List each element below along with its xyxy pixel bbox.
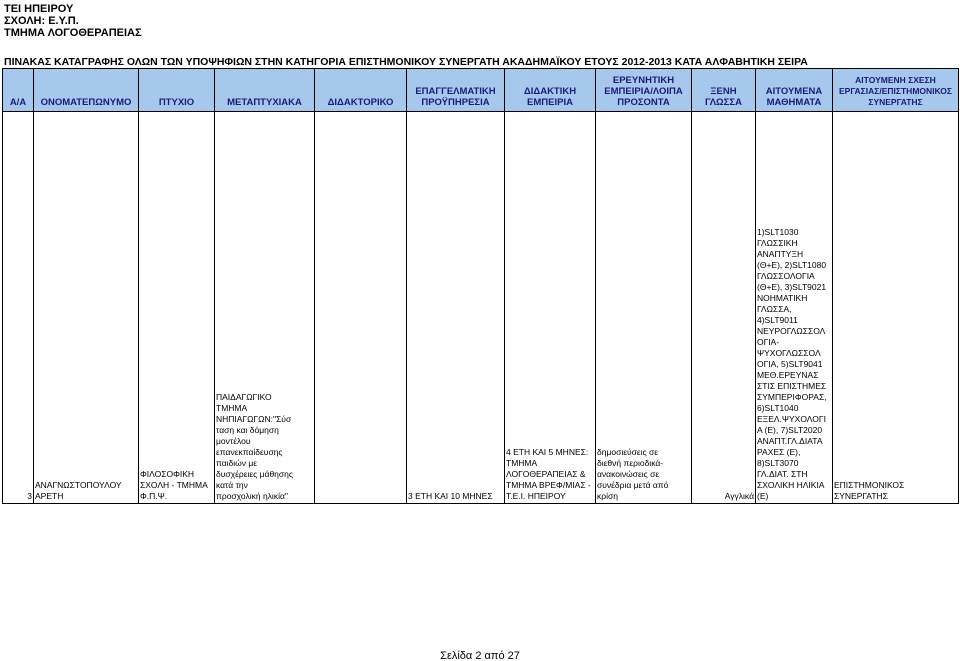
candidates-table bbox=[2, 68, 959, 504]
col-header-research-exp: ΕΡΕΥΝΗΤΙΚΗ ΕΜΠΕΙΡΙΑ/ΛΟΙΠΑ ΠΡΟΣΟΝΤΑ bbox=[596, 69, 692, 112]
table-title: ΠΙΝΑΚΑΣ ΚΑΤΑΓΡΑΦΗΣ ΟΛΩΝ ΤΩΝ ΥΠΟΨΗΦΙΩΝ ΣΤΗΝ ΚΑΤΗΓΟΡΙΑ ΕΠΙΣΤΗΜΟΝΙΚΟΥ ΣΥΝΕΡΓΑΤΗ ΑΚΑΔΗΜΑΪΚΟΥ ΕΤΟΥΣ 2012-2013 ΚΑΤΑ ΑΛΦΑΒΗΤΙΚΗ ΣΕΙΡΑ bbox=[4, 56, 808, 68]
col-header-aa: Α/Α bbox=[3, 69, 34, 112]
school-name: ΣΧΟΛΗ: Ε.Υ.Π. bbox=[4, 15, 79, 27]
cell-phd bbox=[315, 112, 407, 504]
cell-courses: 1)SLT1030 ΓΛΩΣΣΙΚΗ ΑΝΑΠΤΥΞΗ (Θ+Ε), 2)SLT1080 ΓΛΩΣΣΟΛΟΓΙΑ (Θ+Ε), 3)SLT9021 ΝΟΗΜΑΤΙΚΗ ΓΛΩΣΣΑ, 4)SLT9011 ΝΕΥΡΟΓΛΩΣΣΟΛ ΟΓΙΑ- ΨΥΧΟΓΛΩΣΣΟΛ ΟΓΙΑ, 5)SLT9041 ΜΕΘ.ΕΡΕΥΝΑΣ ΣΤΙΣ ΕΠΙΣΤΗΜΕΣ ΣΥΜΠΕΡΙΦΟΡΑΣ, 6)SLT1040 ΕΞΕΛ.ΨΥΧΟΛΟΓΙ Α (Ε), 7)SLT2020 ΑΝΑΠΤ.ΓΛ.ΔΙΑΤΑ ΡΑΧΕΣ (Ε), 8)SLT3070 ΓΛ.ΔΙΑΤ. ΣΤΗ ΣΧΟΛΙΚΗ ΗΛΙΚΙΑ (Ε) bbox=[756, 112, 833, 504]
col-header-foreign-lang: ΞΕΝΗ ΓΛΩΣΣΑ bbox=[692, 69, 756, 112]
col-header-degree: ΠΤΥΧΙΟ bbox=[139, 69, 215, 112]
col-header-name: ΟΝΟΜΑΤΕΠΩΝΥΜΟ bbox=[34, 69, 139, 112]
cell-masters: ΠΑΙΔΑΓΩΓΙΚΟ ΤΜΗΜΑ ΝΗΠΙΑΓΩΓΩΝ:"Σύσ ταση και δόμηση μοντέλου επανεκπαίδευσης παιδιών με δυσχέρειες μάθησης κατά την προσχολική ηλικία" bbox=[215, 112, 315, 504]
col-header-relation: ΑΙΤΟΥΜΕΝΗ ΣΧΕΣΗ ΕΡΓΑΣΙΑΣ/ΕΠΙΣΤΗΜΟΝΙΚΟΣ ΣΥΝΕΡΓΑΤΗΣ bbox=[833, 69, 959, 112]
col-header-prof-exp: ΕΠΑΓΓΕΛΜΑΤΙΚΗ ΠΡΟΫΠΗΡΕΣΙΑ bbox=[407, 69, 505, 112]
page-number: Σελίδα 2 από 27 bbox=[440, 650, 520, 661]
institution-name: ΤΕΙ ΗΠΕΙΡΟΥ bbox=[4, 3, 74, 15]
col-header-teach-exp: ΔΙΔΑΚΤΙΚΗ ΕΜΠΕΙΡΙΑ bbox=[505, 69, 596, 112]
cell-prof-exp: 3 ΕΤΗ ΚΑΙ 10 ΜΗΝΕΣ bbox=[407, 112, 505, 504]
cell-teach-exp: 4 ΕΤΗ ΚΑΙ 5 ΜΗΝΕΣ: ΤΜΗΜΑ ΛΟΓΟΘΕΡΑΠΕΙΑΣ & ΤΜΗΜΑ ΒΡΕΦ/ΜΙΑΣ - Τ.Ε.Ι. ΗΠΕΙΡΟΥ bbox=[505, 112, 596, 504]
table-header-row bbox=[3, 69, 959, 112]
department-name: ΤΜΗΜΑ ΛΟΓΟΘΕΡΑΠΕΙΑΣ bbox=[4, 27, 142, 39]
cell-relation: ΕΠΙΣΤΗΜΟΝΙΚΟΣ ΣΥΝΕΡΓΑΤΗΣ bbox=[833, 112, 959, 504]
cell-research-exp: δημοσιεύσεις σε διεθνή περιοδικά- ανακοινώσεις σε συνέδρια μετά από κρίση bbox=[596, 112, 692, 504]
cell-aa: 3 bbox=[3, 112, 34, 504]
cell-degree: ΦΙΛΟΣΟΦΙΚΗ ΣΧΟΛΗ - ΤΜΗΜΑ Φ.Π.Ψ. bbox=[139, 112, 215, 504]
col-header-phd: ΔΙΔΑΚΤΟΡΙΚΟ bbox=[315, 69, 407, 112]
col-header-courses: ΑΙΤΟΥΜΕΝΑ ΜΑΘΗΜΑΤΑ bbox=[756, 69, 833, 112]
cell-name: ΑΝΑΓΝΩΣΤΟΠΟΥΛΟΥ ΑΡΕΤΗ bbox=[34, 112, 139, 504]
col-header-masters: ΜΕΤΑΠΤΥΧΙΑΚΑ bbox=[215, 69, 315, 112]
cell-foreign-lang: Αγγλικά bbox=[692, 112, 756, 504]
table-row bbox=[3, 112, 959, 504]
